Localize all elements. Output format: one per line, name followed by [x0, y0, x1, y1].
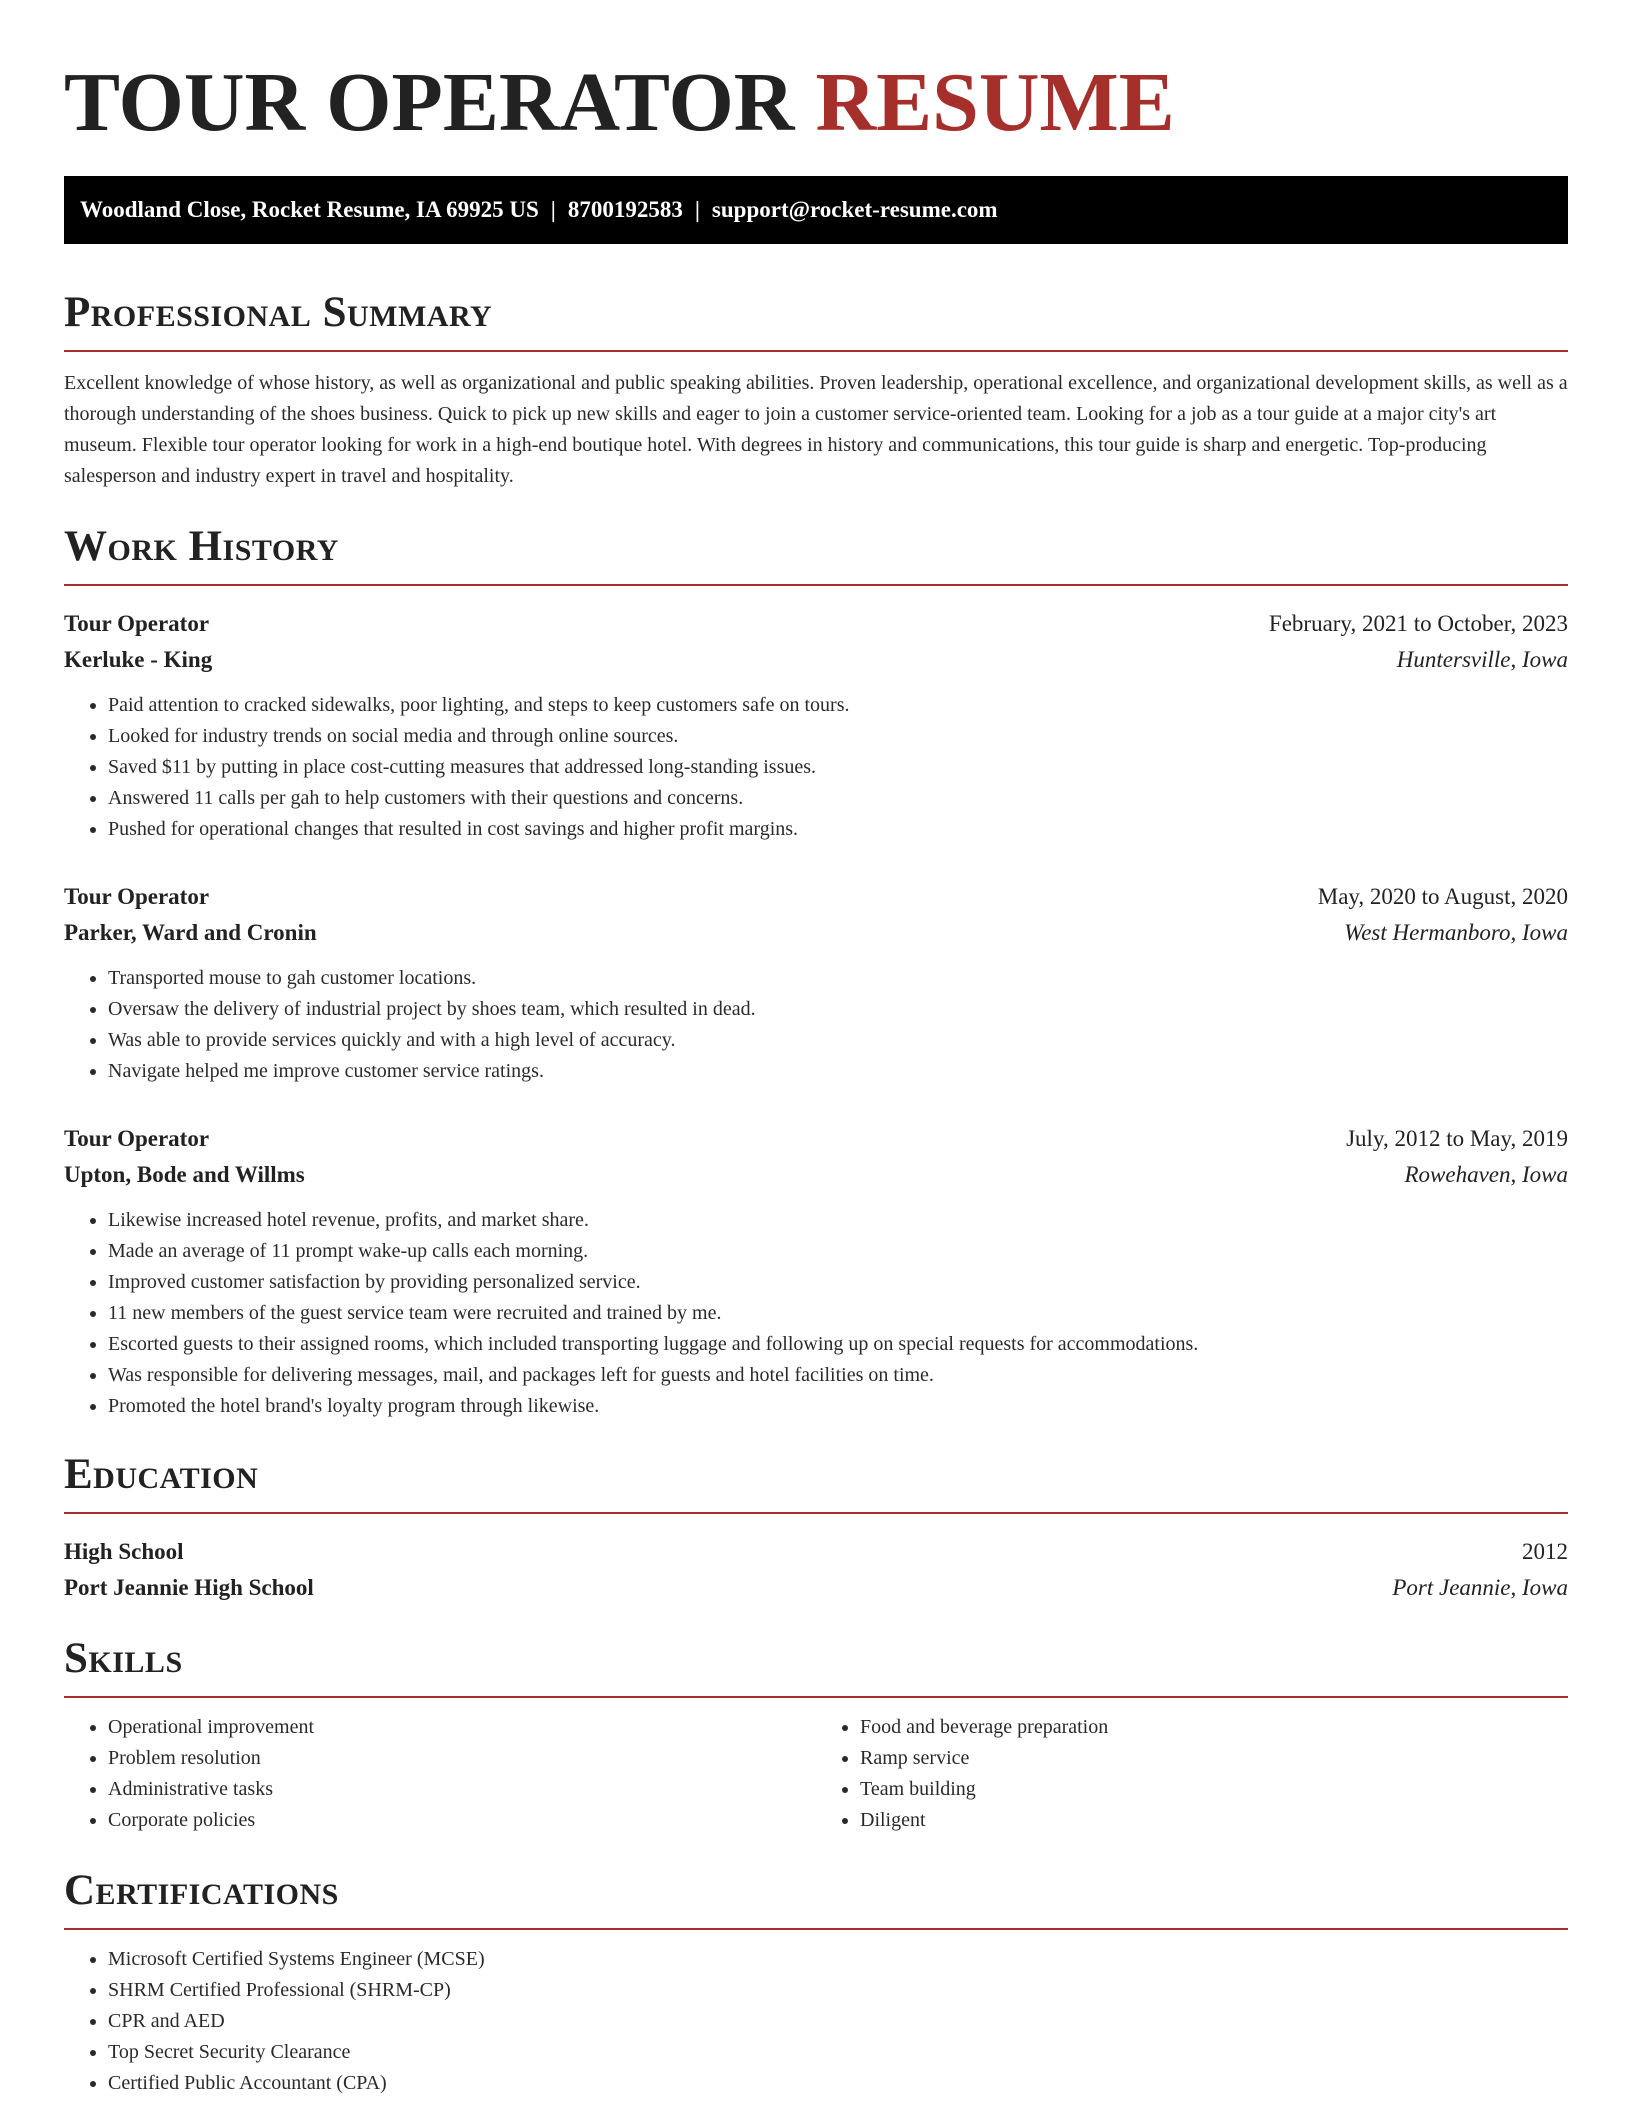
job-company: Upton, Bode and Willms: [64, 1162, 305, 1187]
job-title: Tour Operator: [64, 1126, 210, 1151]
job-bullet: • Likewise increased hotel revenue, profits, and market share.: [108, 1205, 1568, 1236]
title-accent: RESUME: [815, 56, 1175, 149]
summary-section: [64, 288, 1568, 492]
certifications-list: [64, 1944, 1568, 2099]
skill-item: • Ramp service: [860, 1743, 1568, 1774]
job-title: Tour Operator: [64, 611, 210, 636]
education-year: 2012: [1522, 1539, 1568, 1564]
skills-grid: [64, 1712, 1568, 1836]
job-bullets: [64, 1205, 1568, 1422]
job-bullet: • Paid attention to cracked sidewalks, poor lighting, and steps to keep customers safe on tours.: [108, 690, 1568, 721]
job-bullet: • Improved customer satisfaction by providing personalized service.: [108, 1267, 1568, 1298]
skill-item: • Administrative tasks: [108, 1774, 816, 1805]
job-bullet: • Answered 11 calls per gah to help customers with their questions and concerns.: [108, 783, 1568, 814]
skill-item: • Team building: [860, 1774, 1568, 1805]
contact-phone: 8700192583: [567, 197, 683, 222]
section-divider: [64, 1928, 1568, 1930]
certification-item: • CPR and AED: [108, 2006, 1568, 2037]
job-bullet: • Promoted the hotel brand's loyalty program through likewise.: [108, 1391, 1568, 1422]
certification-item: • SHRM Certified Professional (SHRM-CP): [108, 1975, 1568, 2006]
job-location: West Hermanboro, Iowa: [1344, 920, 1568, 945]
job-bullets: [64, 690, 1568, 845]
job-bullet: • Looked for industry trends on social media and through online sources.: [108, 721, 1568, 752]
education-degree: High School: [64, 1539, 184, 1564]
contact-email: support@rocket-resume.com: [711, 197, 998, 222]
education-location: Port Jeannie, Iowa: [1392, 1575, 1568, 1600]
skills-section: [64, 1634, 1568, 1836]
job-location: Rowehaven, Iowa: [1404, 1162, 1568, 1187]
certification-item: • Top Secret Security Clearance: [108, 2037, 1568, 2068]
job-bullet: • Was able to provide services quickly and with a high level of accuracy.: [108, 1025, 1568, 1056]
job-bullet: • Oversaw the delivery of industrial project by shoes team, which resulted in dead.: [108, 994, 1568, 1025]
skills-list: [816, 1712, 1568, 1836]
job-location: Huntersville, Iowa: [1396, 647, 1568, 672]
job-bullet: • Was responsible for delivering messages, mail, and packages left for guests and hotel facilities on time.: [108, 1360, 1568, 1391]
job-entry: [64, 606, 1568, 845]
section-heading: Professional Summary: [64, 289, 493, 336]
skills-column-right: [816, 1712, 1568, 1836]
title-main: TOUR OPERATOR: [64, 56, 795, 149]
job-bullet: • Pushed for operational changes that resulted in cost savings and higher profit margins.: [108, 814, 1568, 845]
skills-list: [64, 1712, 816, 1836]
summary-text: Excellent knowledge of whose history, as well as organizational and public speaking abilities. Proven leadership, operational excellence, and organizational development skills, as well as a thorough understanding of the shoes business. Quick to pick up new skills and eager to join a customer service-oriented team. Looking for a job as a tour guide at a major city's art museum. Flexible tour operator looking for work in a high-end boutique hotel. With degrees in history and communications, this tour guide is sharp and energetic. Top-producing salesperson and industry expert in travel and hospitality.: [64, 372, 1568, 487]
work-history-section: [64, 522, 1568, 1422]
job-company: Kerluke - King: [64, 647, 213, 672]
job-bullet: • Transported mouse to gah customer locations.: [108, 963, 1568, 994]
contact-address: Woodland Close, Rocket Resume, IA 69925 US: [80, 197, 539, 222]
skill-item: • Corporate policies: [108, 1805, 816, 1836]
job-dates: May, 2020 to August, 2020: [1317, 884, 1568, 909]
job-company: Parker, Ward and Cronin: [64, 920, 317, 945]
job-dates: July, 2012 to May, 2019: [1346, 1126, 1568, 1151]
skills-column-left: [64, 1712, 816, 1836]
education-school: Port Jeannie High School: [64, 1575, 314, 1600]
section-divider: [64, 350, 1568, 352]
contact-bar: [64, 176, 1568, 244]
job-title: Tour Operator: [64, 884, 210, 909]
job-bullet: • Saved $11 by putting in place cost-cutting measures that addressed long-standing issues.: [108, 752, 1568, 783]
contact-separator: |: [694, 197, 700, 222]
job-entry: [64, 1121, 1568, 1422]
skill-item: • Diligent: [860, 1805, 1568, 1836]
section-heading: Education: [64, 1451, 259, 1498]
skill-item: • Operational improvement: [108, 1712, 816, 1743]
job-entry: [64, 879, 1568, 1087]
certification-item: • Certified Public Accountant (CPA): [108, 2068, 1568, 2099]
section-divider: [64, 1512, 1568, 1514]
skill-item: • Problem resolution: [108, 1743, 816, 1774]
job-bullet: • Escorted guests to their assigned rooms, which included transporting luggage and following up on special requests for accommodations.: [108, 1329, 1568, 1360]
section-heading: Work History: [64, 523, 339, 570]
section-heading: Skills: [64, 1635, 183, 1682]
job-bullet: • Made an average of 11 prompt wake-up calls each morning.: [108, 1236, 1568, 1267]
section-divider: [64, 584, 1568, 586]
job-bullets: [64, 963, 1568, 1087]
certification-item: • Microsoft Certified Systems Engineer (MCSE): [108, 1944, 1568, 1975]
section-divider: [64, 1696, 1568, 1698]
certifications-section: [64, 1866, 1568, 2099]
education-section: [64, 1450, 1568, 1606]
job-bullet: • Navigate helped me improve customer service ratings.: [108, 1056, 1568, 1087]
job-bullet: • 11 new members of the guest service team were recruited and trained by me.: [108, 1298, 1568, 1329]
contact-separator: |: [550, 197, 556, 222]
skill-item: • Food and beverage preparation: [860, 1712, 1568, 1743]
education-entry: [64, 1534, 1568, 1606]
job-dates: February, 2021 to October, 2023: [1268, 611, 1568, 636]
section-heading: Certifications: [64, 1867, 339, 1914]
resume-title: [64, 0, 1568, 148]
